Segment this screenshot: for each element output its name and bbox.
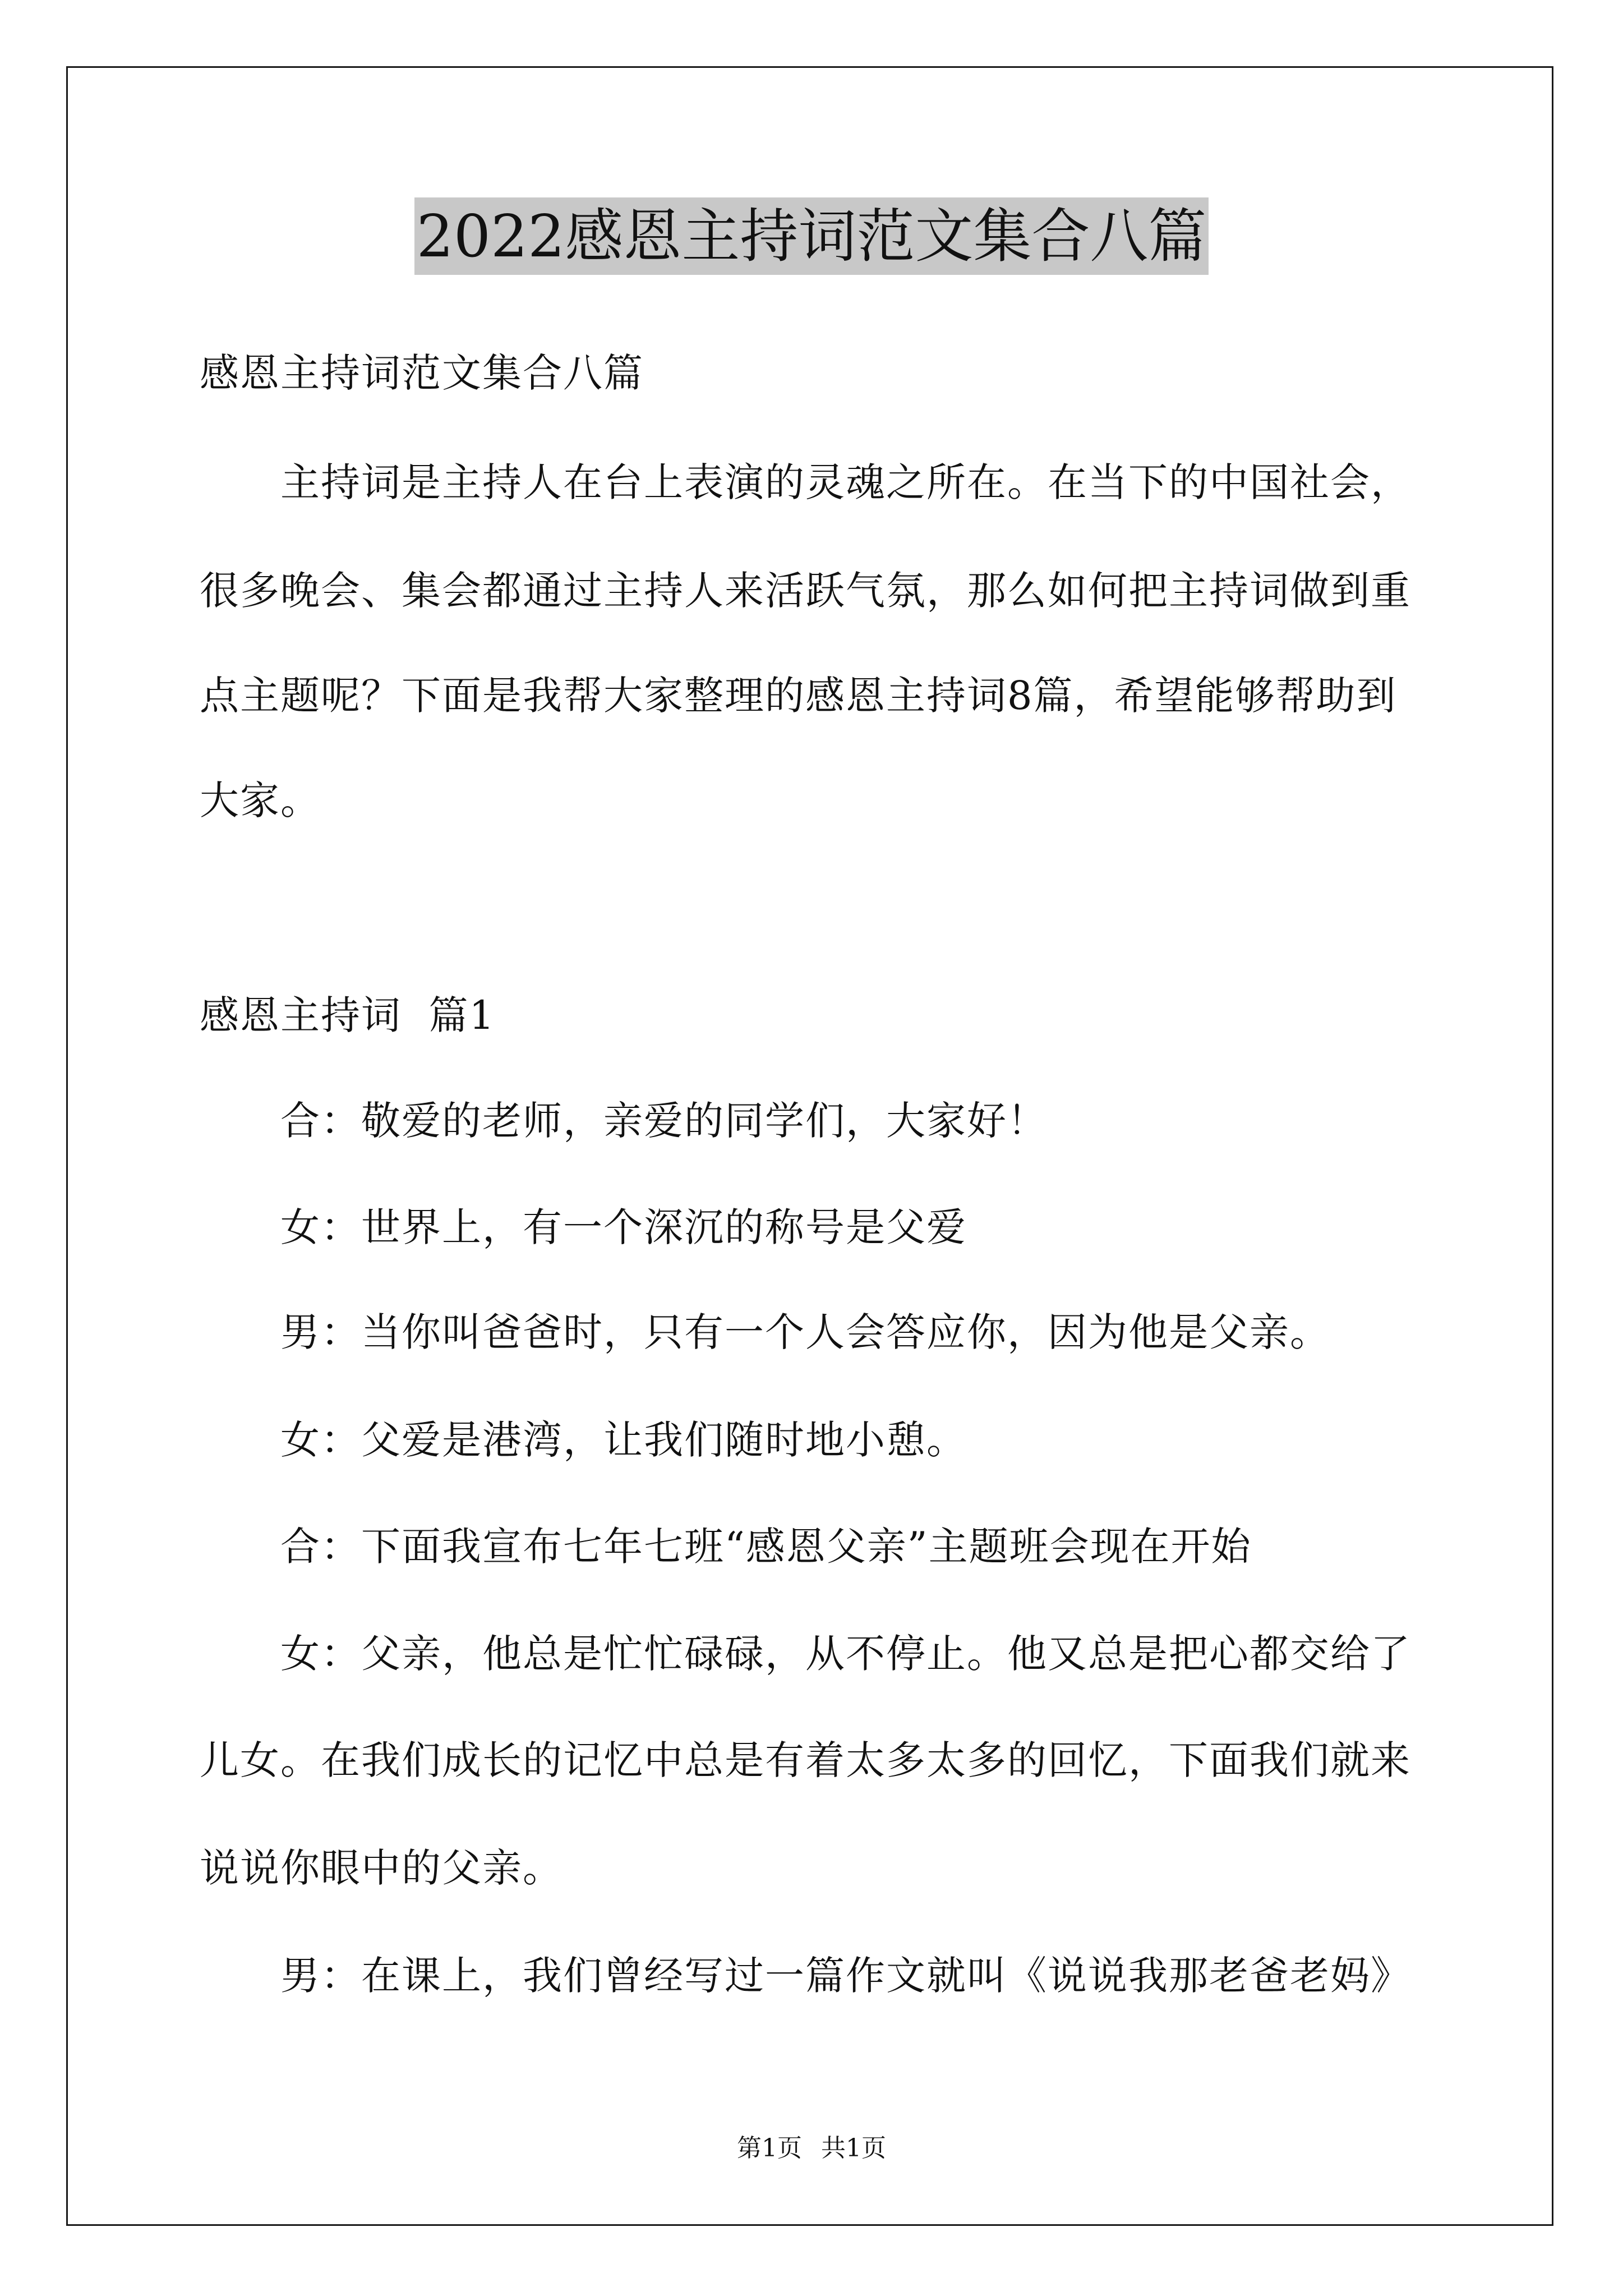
body-line-3: 男：当你叫爸爸时，只有一个人会答应你，因为他是父亲。	[280, 1309, 1330, 1355]
body-line-9: 男：在课上，我们曾经写过一篇作文就叫《说说我那老爸老妈》	[280, 1953, 1411, 1999]
page-footer	[0, 2132, 1623, 2165]
section-heading: 感恩主持词 篇1	[200, 992, 496, 1038]
body-line-5: 合：下面我宣布七年七班“感恩父亲”主题班会现在开始	[280, 1524, 1252, 1570]
document-title: 2022感恩主持词范文集合八篇	[414, 197, 1209, 275]
body-line-6: 女：父亲，他总是忙忙碌碌，从不停止。他又总是把心都交给了	[280, 1631, 1411, 1677]
intro-line-3: 点主题呢？下面是我帮大家整理的感恩主持词8篇，希望能够帮助到	[200, 673, 1397, 719]
body-line-1: 合：敬爱的老师，亲爱的同学们，大家好！	[280, 1098, 1048, 1144]
document-subtitle: 感恩主持词范文集合八篇	[200, 350, 644, 396]
body-line-8: 说说你眼中的父亲。	[200, 1845, 563, 1891]
intro-line-2: 很多晚会、集会都通过主持人来活跃气氛，那么如何把主持词做到重	[200, 568, 1411, 614]
body-line-7: 儿女。在我们成长的记忆中总是有着太多太多的回忆，下面我们就来	[200, 1737, 1411, 1783]
title-container	[0, 197, 1623, 275]
page-number: 第1页	[737, 2134, 802, 2162]
intro-line-4: 大家。	[200, 777, 321, 823]
body-line-4: 女：父爱是港湾，让我们随时地小憩。	[280, 1417, 967, 1463]
body-line-2: 女：世界上，有一个深沉的称号是父爱	[280, 1204, 967, 1250]
intro-line-1: 主持词是主持人在台上表演的灵魂之所在。在当下的中国社会，	[280, 459, 1411, 505]
page-total: 共1页	[821, 2134, 886, 2162]
